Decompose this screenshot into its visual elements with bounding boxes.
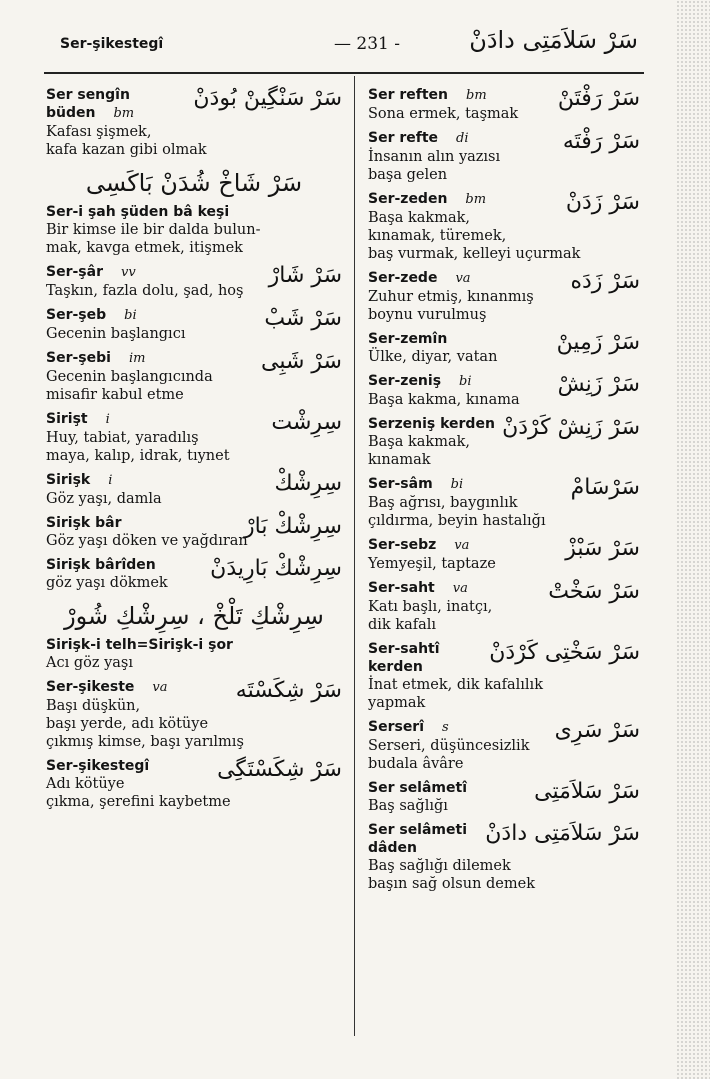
entry-arabic-script: سَرْ زَدَنْ [565,190,640,215]
headword-text: kerden [368,659,423,675]
entry-definition-line: Göz yaşı döken ve yağdıran [46,533,248,549]
dictionary-entry [368,415,640,469]
entry-part-of-speech: bm [466,88,487,103]
dictionary-entry [368,779,640,815]
headword-text: Sirişk [46,472,91,488]
entry-definition-line: göz yaşı dökmek [46,575,168,591]
dictionary-entry [368,86,640,123]
entry-definition-line: çıkmış kimse, başı yarılmış [46,734,244,750]
dictionary-entry [368,129,640,184]
entry-arabic-script: سَرْ شِكَسْتَگِى [217,757,342,782]
entry-arabic-script: سَرْ سَرِى [554,718,640,743]
entry-arabic-script: سَرْ سَخْتِى كَرْدَنْ [489,640,640,665]
headword-text: Ser refte [368,130,439,146]
dictionary-entry [368,475,640,530]
entry-definition-line: kınamak [368,452,431,468]
dictionary-entry [368,190,640,263]
entry-part-of-speech: di [456,131,469,146]
headword-text: Sirişt [46,411,88,427]
entry-definition-line: Zuhur etmiş, kınanmış [368,289,534,305]
headword-text: Ser-zeden [368,191,448,207]
entry-part-of-speech: im [128,351,146,366]
entry-definition-line: kınamak, türemek, [368,228,507,244]
page-edge-texture [676,0,710,1079]
entry-arabic-script: سِرِشْكْ بَارِيدَنْ [210,556,342,581]
headword-text: Ser-şebi [46,350,111,366]
entry-arabic-script: سِرِشْكْ بَارْ [244,514,342,539]
entry-definition-line: boynu vurulmuş [368,307,487,323]
dictionary-entry [368,372,640,409]
entry-definition-line: İnat etmek, dik kafalılık [368,677,543,693]
entry-arabic-script: سَرْ شَاخْ شُدَنْ بَاكَسِى [85,169,303,197]
headword-text: Ser selâmeti [368,822,468,838]
dictionary-entry [46,471,342,508]
entry-part-of-speech: bm [113,106,135,121]
entry-arabic-script: سَرْ زَدَه [570,269,640,294]
headword-text: Sirişk bâr [46,515,122,531]
entry-definition-line: Adı kötüye [46,776,125,792]
entry-part-of-speech: va [152,680,168,695]
headword-text: Ser-zemîn [368,331,448,347]
entry-definition-line: mak, kavga etmek, itişmek [46,240,243,256]
header-arabic-word: سَرْ سَلاَمَتِى دادَنْ [469,26,638,54]
dictionary-entry [368,330,640,366]
dictionary-entry [46,598,342,672]
entry-part-of-speech: bi [450,477,464,492]
entry-definition-line: Göz yaşı, damla [46,491,162,507]
entry-part-of-speech: bm [465,192,487,207]
entry-arabic-script: سَرْ زَنِشْ كَرْدَنْ [502,415,640,440]
entry-arabic-script: سَرْ شَبِى [261,349,342,374]
dictionary-entry [46,757,342,811]
entry-arabic-script: سِرِشْت [271,410,342,435]
entry-definition-line: Başa kakma, kınama [368,392,520,408]
entry-definition-line: Katı başlı, inatçı, [368,599,493,615]
entry-definition-line: Kafası şişmek, [46,124,152,140]
headword-text: Serzeniş kerden [368,416,495,432]
entry-arabic-script: سَرْ سَنْگِينْ بُودَنْ [193,86,342,111]
entry-part-of-speech: i [108,473,113,488]
page-header [44,26,644,66]
headword-text: Ser-saht [368,580,435,596]
entry-definition-line: çıkma, şerefini kaybetme [46,794,231,810]
headword-text: Ser-şikestegî [46,758,150,774]
dictionary-entry [368,269,640,324]
entry-part-of-speech: i [105,412,110,427]
headword-text: Ser reften [368,87,449,103]
headword-text: dâden [368,840,417,856]
dictionary-entry [368,718,640,773]
entry-definition-line: maya, kalıp, idrak, tıynet [46,448,230,464]
entry-arabic-script: سَرْ رَفْتَه [562,129,640,154]
dictionary-entry [46,556,342,592]
entry-definition-line: Başa kakmak, [368,210,471,226]
entry-arabic-script: سَرْ زَمِينْ [556,330,640,355]
entry-definition-line: başın sağ olsun demek [368,876,536,892]
entry-definition-line: Taşkın, fazla dolu, şad, hoş [46,283,244,299]
dictionary-entry [368,640,640,712]
entry-headword [46,203,342,221]
entry-arabic-script: سَرْ رَفْتَنْ [557,86,640,111]
entry-definition-line: budala âvâre [368,756,464,772]
entry-definition-line: çıldırma, beyin hastalığı [368,513,546,529]
entry-definition-line: Gecenin başlangıcında [46,369,213,385]
headword-text: Ser-sebz [368,537,437,553]
page-number: — 231 - [334,34,400,54]
headword-text: Ser-i şah şüden bâ keşi [46,204,230,220]
entry-definition-line: Bir kimse ile bir dalda bulun- [46,222,261,238]
entry-part-of-speech: va [454,538,470,553]
entry-arabic-script: سَرْ شَبْ [264,306,342,331]
entry-arabic-script: سِرِشْكْ [274,471,342,496]
headword-text: Ser selâmetî [368,780,468,796]
entry-definition-line: Başa kakmak, [368,434,471,450]
entry-part-of-speech: vv [120,265,136,280]
entry-arabic-script: سَرْ شَارْ [268,263,342,288]
entry-definition-line: Başı düşkün, [46,698,141,714]
entry-definition-line: Huy, tabiat, yaradılış [46,430,199,446]
entry-part-of-speech: bi [459,374,472,389]
entry-definition-line: başı yerde, adı kötüye [46,716,209,732]
dictionary-entry [368,536,640,573]
entry-definition-line: misafir kabul etme [46,387,184,403]
entry-arabic-script: سَرْسَامْ [570,475,640,500]
entry-headword [46,636,342,654]
entry-definition-line: Acı göz yaşı [46,655,134,671]
dictionary-entry [368,579,640,634]
entry-definition-line: Serseri, düşüncesizlik [368,738,530,754]
entry-definition-line: Yemyeşil, taptaze [368,556,496,572]
entry-definition-line: yapmak [368,695,426,711]
entry-definition-line: Baş sağlığı dilemek [368,858,511,874]
right-column [368,86,640,899]
headword-text: Ser-zede [368,270,438,286]
header-guide-word: Ser-şikestegî [60,36,164,52]
entry-definition-line: dik kafalı [368,617,437,633]
entry-arabic-script: سَرْ سَلاَمَتِى [534,779,640,804]
entry-arabic-script: سَرْ سَلاَمَتِى دادَنْ [485,821,640,846]
headword-text: Ser-şâr [46,264,103,280]
entry-definition-line: baş vurmak, kelleyi uçurmak [368,246,581,262]
headword-text: Ser-şeb [46,307,107,323]
entry-arabic-script: سَرْ سَبْزْ [565,536,640,561]
headword-text: Serserî [368,719,425,735]
entry-definition-line: Sona ermek, taşmak [368,106,519,122]
entry-arabic-script: سِرِشْكِ تَلْخْ ، سِرِشْكِ شُورْ [64,602,324,630]
dictionary-entry [46,514,342,550]
dictionary-entry [368,821,640,893]
headword-text: Ser-sâm [368,476,433,492]
left-column [46,86,342,817]
entry-part-of-speech: va [452,581,468,596]
headword-text: Sirişk-i telh=Sirişk-i şor [46,637,233,653]
headword-text: Ser-şikeste [46,679,135,695]
dictionary-entry [46,86,342,159]
dictionary-entry [46,306,342,343]
entry-part-of-speech: va [455,271,471,286]
headword-text: Ser sengîn [46,87,130,103]
dictionary-entry [46,678,342,751]
headword-text: Sirişk bârîden [46,557,156,573]
entry-part-of-speech: bi [124,308,137,323]
headword-text: Ser-zeniş [368,373,442,389]
column-divider [354,76,355,1036]
entry-arabic-script: سَرْ زَنِشْ [557,372,640,397]
entry-definition-line: İnsanın alın yazısı [368,149,501,165]
entry-definition-line: Baş ağrısı, baygınlık [368,495,518,511]
entry-definition-line: başa gelen [368,167,448,183]
entry-definition-line: kafa kazan gibi olmak [46,142,207,158]
entry-part-of-speech: s [442,720,449,735]
header-rule [44,72,644,74]
entry-arabic-script: سَرْ سَخْتْ [548,579,640,604]
entry-definition-line: Baş sağlığı [368,798,448,814]
entry-definition-line: Gecenin başlangıcı [46,326,186,342]
headword-text: Ser-sahtî [368,641,440,657]
headword-text: büden [46,105,96,121]
dictionary-entry [46,349,342,404]
dictionary-entry [46,410,342,465]
entry-definition-line: Ülke, diyar, vatan [368,349,498,365]
dictionary-entry [46,165,342,257]
dictionary-entry [46,263,342,300]
entry-arabic-script: سَرْ شِكَسْتَه [235,678,342,703]
